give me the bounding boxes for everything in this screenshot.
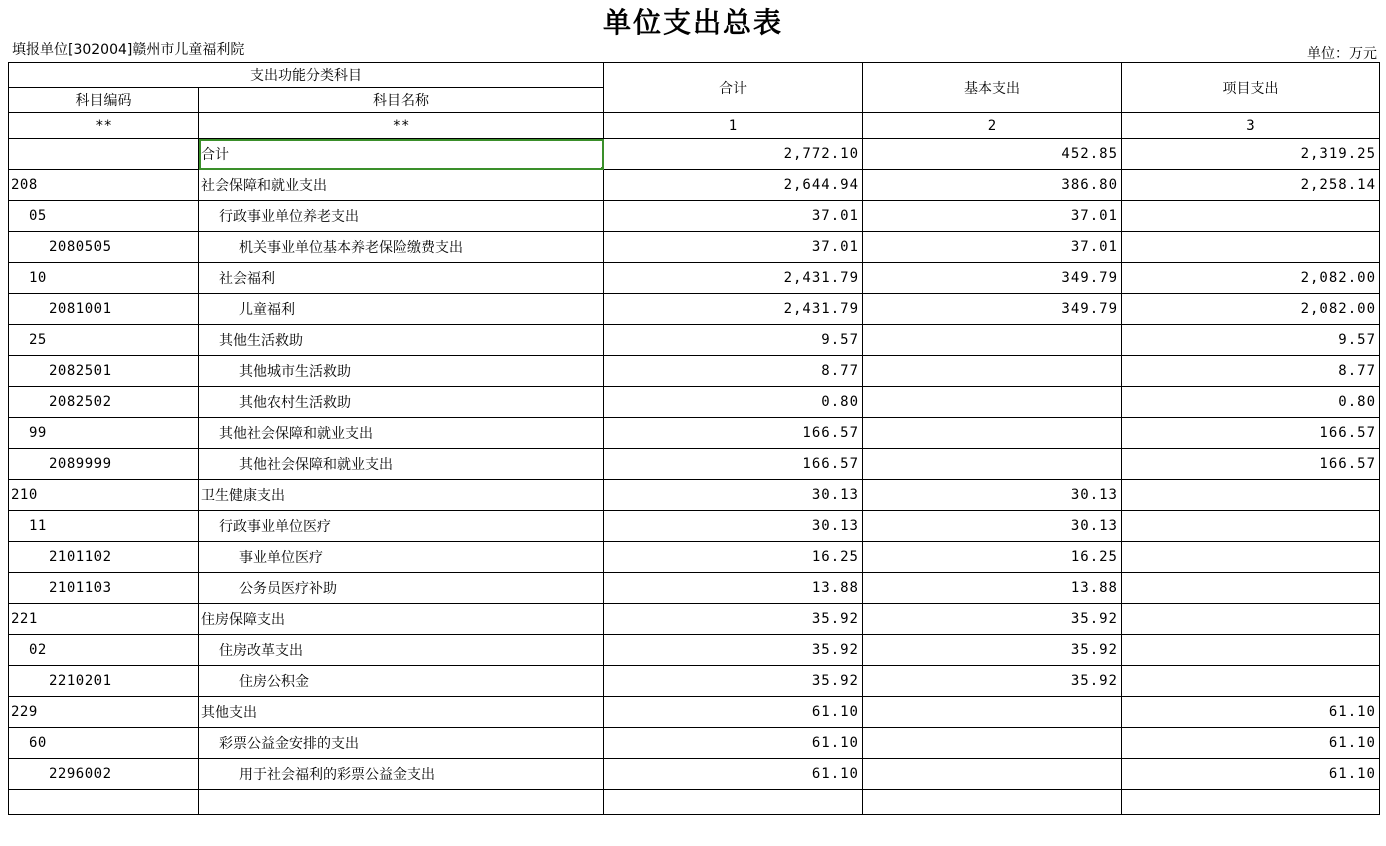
- cell-name[interactable]: 用于社会福利的彩票公益金支出: [199, 759, 604, 790]
- table-row: [9, 294, 1380, 325]
- cell-name[interactable]: 行政事业单位医疗: [199, 511, 604, 542]
- cell-code[interactable]: [9, 139, 199, 170]
- cell-total[interactable]: 2,644.94: [604, 170, 863, 201]
- cell-total[interactable]: 166.57: [604, 418, 863, 449]
- index-cell-basic[interactable]: 2: [863, 113, 1122, 139]
- cell-name[interactable]: 其他生活救助: [199, 325, 604, 356]
- cell-code[interactable]: 10: [9, 263, 199, 294]
- cell-code[interactable]: 2081001: [9, 294, 199, 325]
- cell-name[interactable]: 社会福利: [199, 263, 604, 294]
- header-name[interactable]: 科目名称: [199, 88, 604, 113]
- table-row: [9, 170, 1380, 201]
- cell-project[interactable]: 61.10: [1122, 697, 1380, 728]
- cell-basic[interactable]: 13.88: [863, 573, 1122, 604]
- cell-basic[interactable]: 452.85: [863, 139, 1122, 170]
- header-project[interactable]: 项目支出: [1122, 63, 1380, 113]
- cell-total[interactable]: 9.57: [604, 325, 863, 356]
- cell-basic[interactable]: 30.13: [863, 480, 1122, 511]
- cell-code[interactable]: 210: [9, 480, 199, 511]
- page-title: 单位支出总表: [602, 6, 783, 39]
- cell-total[interactable]: 2,431.79: [604, 263, 863, 294]
- table-row: [9, 449, 1380, 480]
- table-row: [9, 418, 1380, 449]
- cell-basic[interactable]: 35.92: [863, 604, 1122, 635]
- cell-name[interactable]: 卫生健康支出: [199, 480, 604, 511]
- table-row: [9, 263, 1380, 294]
- cell-total[interactable]: 35.92: [604, 635, 863, 666]
- cell-total[interactable]: 2,431.79: [604, 294, 863, 325]
- index-cell-project[interactable]: 3: [1122, 113, 1380, 139]
- cell-total[interactable]: [604, 790, 863, 815]
- cell-code[interactable]: 221: [9, 604, 199, 635]
- cell-code[interactable]: 25: [9, 325, 199, 356]
- cell-total[interactable]: 35.92: [604, 604, 863, 635]
- cell-project[interactable]: [1122, 604, 1380, 635]
- table-row: [9, 480, 1380, 511]
- table-row: [9, 573, 1380, 604]
- cell-project[interactable]: [1122, 511, 1380, 542]
- cell-name[interactable]: 公务员医疗补助: [199, 573, 604, 604]
- cell-total[interactable]: 30.13: [604, 480, 863, 511]
- cell-project[interactable]: 2,082.00: [1122, 263, 1380, 294]
- cell-project[interactable]: 166.57: [1122, 449, 1380, 480]
- cell-project[interactable]: [1122, 480, 1380, 511]
- currency-unit: 单位：万元: [1307, 46, 1377, 62]
- cell-total[interactable]: 8.77: [604, 356, 863, 387]
- cell-basic[interactable]: [863, 325, 1122, 356]
- cell-code[interactable]: 2101102: [9, 542, 199, 573]
- cell-name[interactable]: 机关事业单位基本养老保险缴费支出: [199, 232, 604, 263]
- cell-total[interactable]: 166.57: [604, 449, 863, 480]
- cell-basic[interactable]: 37.01: [863, 201, 1122, 232]
- cell-total[interactable]: 61.10: [604, 759, 863, 790]
- cell-project[interactable]: 2,082.00: [1122, 294, 1380, 325]
- cell-basic[interactable]: 16.25: [863, 542, 1122, 573]
- cell-code[interactable]: 2296002: [9, 759, 199, 790]
- cell-project[interactable]: 9.57: [1122, 325, 1380, 356]
- cell-total[interactable]: 37.01: [604, 232, 863, 263]
- cell-project[interactable]: 2,258.14: [1122, 170, 1380, 201]
- cell-project[interactable]: 2,319.25: [1122, 139, 1380, 170]
- cell-basic[interactable]: [863, 790, 1122, 815]
- header-code[interactable]: 科目编码: [9, 88, 199, 113]
- cell-name[interactable]: 儿童福利: [199, 294, 604, 325]
- cell-project[interactable]: [1122, 542, 1380, 573]
- cell-project[interactable]: [1122, 790, 1380, 815]
- table-row: [9, 387, 1380, 418]
- table-row: [9, 666, 1380, 697]
- cell-code[interactable]: [9, 790, 199, 815]
- cell-code[interactable]: 229: [9, 697, 199, 728]
- cell-name[interactable]: 合计: [199, 139, 604, 170]
- cell-total[interactable]: 35.92: [604, 666, 863, 697]
- cell-basic[interactable]: 37.01: [863, 232, 1122, 263]
- cell-code[interactable]: 99: [9, 418, 199, 449]
- cell-basic[interactable]: [863, 728, 1122, 759]
- reporting-unit: 填报单位[302004]赣州市儿童福利院: [12, 42, 245, 58]
- cell-code[interactable]: 2089999: [9, 449, 199, 480]
- cell-total[interactable]: 2,772.10: [604, 139, 863, 170]
- cell-code[interactable]: 60: [9, 728, 199, 759]
- cell-name[interactable]: 彩票公益金安排的支出: [199, 728, 604, 759]
- table-row: [9, 139, 1380, 170]
- cell-basic[interactable]: 35.92: [863, 666, 1122, 697]
- table-row: [9, 697, 1380, 728]
- cell-name[interactable]: 社会保障和就业支出: [199, 170, 604, 201]
- cell-basic[interactable]: 349.79: [863, 263, 1122, 294]
- cell-basic[interactable]: [863, 759, 1122, 790]
- cell-basic[interactable]: [863, 387, 1122, 418]
- cell-total[interactable]: 61.10: [604, 728, 863, 759]
- cell-project[interactable]: [1122, 666, 1380, 697]
- cell-project[interactable]: 166.57: [1122, 418, 1380, 449]
- cell-name[interactable]: 事业单位医疗: [199, 542, 604, 573]
- table-body: [9, 139, 1380, 815]
- table-row: [9, 232, 1380, 263]
- table-row: [9, 604, 1380, 635]
- cell-project[interactable]: 61.10: [1122, 759, 1380, 790]
- index-cell-total[interactable]: 1: [604, 113, 863, 139]
- table-row: [9, 635, 1380, 666]
- index-cell-code[interactable]: **: [9, 113, 199, 139]
- cell-basic[interactable]: [863, 418, 1122, 449]
- cell-name[interactable]: 其他支出: [199, 697, 604, 728]
- cell-project[interactable]: [1122, 635, 1380, 666]
- cell-project[interactable]: [1122, 573, 1380, 604]
- cell-name[interactable]: 其他社会保障和就业支出: [199, 418, 604, 449]
- cell-code[interactable]: 2210201: [9, 666, 199, 697]
- cell-name[interactable]: 其他城市生活救助: [199, 356, 604, 387]
- cell-total[interactable]: 0.80: [604, 387, 863, 418]
- cell-total[interactable]: 61.10: [604, 697, 863, 728]
- cell-name[interactable]: [199, 790, 604, 815]
- cell-name[interactable]: 住房保障支出: [199, 604, 604, 635]
- cell-basic[interactable]: [863, 449, 1122, 480]
- header-total[interactable]: 合计: [604, 63, 863, 113]
- cell-name[interactable]: 住房公积金: [199, 666, 604, 697]
- cell-name[interactable]: 行政事业单位养老支出: [199, 201, 604, 232]
- cell-code[interactable]: 2101103: [9, 573, 199, 604]
- cell-project[interactable]: [1122, 201, 1380, 232]
- cell-project[interactable]: 61.10: [1122, 728, 1380, 759]
- cell-basic[interactable]: [863, 356, 1122, 387]
- index-cell-name[interactable]: **: [199, 113, 604, 139]
- cell-basic[interactable]: 30.13: [863, 511, 1122, 542]
- cell-name[interactable]: 其他农村生活救助: [199, 387, 604, 418]
- table-row: [9, 542, 1380, 573]
- cell-basic[interactable]: [863, 697, 1122, 728]
- table-row: [9, 325, 1380, 356]
- table-row: [9, 728, 1380, 759]
- cell-name[interactable]: 住房改革支出: [199, 635, 604, 666]
- cell-project[interactable]: 0.80: [1122, 387, 1380, 418]
- cell-total[interactable]: 13.88: [604, 573, 863, 604]
- cell-basic[interactable]: 386.80: [863, 170, 1122, 201]
- table-row: [9, 356, 1380, 387]
- cell-code[interactable]: 02: [9, 635, 199, 666]
- cell-basic[interactable]: 349.79: [863, 294, 1122, 325]
- cell-total[interactable]: 37.01: [604, 201, 863, 232]
- header-basic[interactable]: 基本支出: [863, 63, 1122, 113]
- cell-code[interactable]: 2080505: [9, 232, 199, 263]
- cell-code[interactable]: 11: [9, 511, 199, 542]
- cell-basic[interactable]: 35.92: [863, 635, 1122, 666]
- cell-project[interactable]: 8.77: [1122, 356, 1380, 387]
- empty-row: [9, 790, 1380, 815]
- cell-total[interactable]: 30.13: [604, 511, 863, 542]
- cell-total[interactable]: 16.25: [604, 542, 863, 573]
- table-row: [9, 759, 1380, 790]
- cell-code[interactable]: 2082502: [9, 387, 199, 418]
- cell-project[interactable]: [1122, 232, 1380, 263]
- table-row: [9, 201, 1380, 232]
- table-row: [9, 511, 1380, 542]
- cell-code[interactable]: 05: [9, 201, 199, 232]
- cell-code[interactable]: 2082501: [9, 356, 199, 387]
- cell-name[interactable]: 其他社会保障和就业支出: [199, 449, 604, 480]
- header-function-group[interactable]: 支出功能分类科目: [9, 63, 604, 88]
- cell-code[interactable]: 208: [9, 170, 199, 201]
- expenditure-table: [8, 62, 1380, 815]
